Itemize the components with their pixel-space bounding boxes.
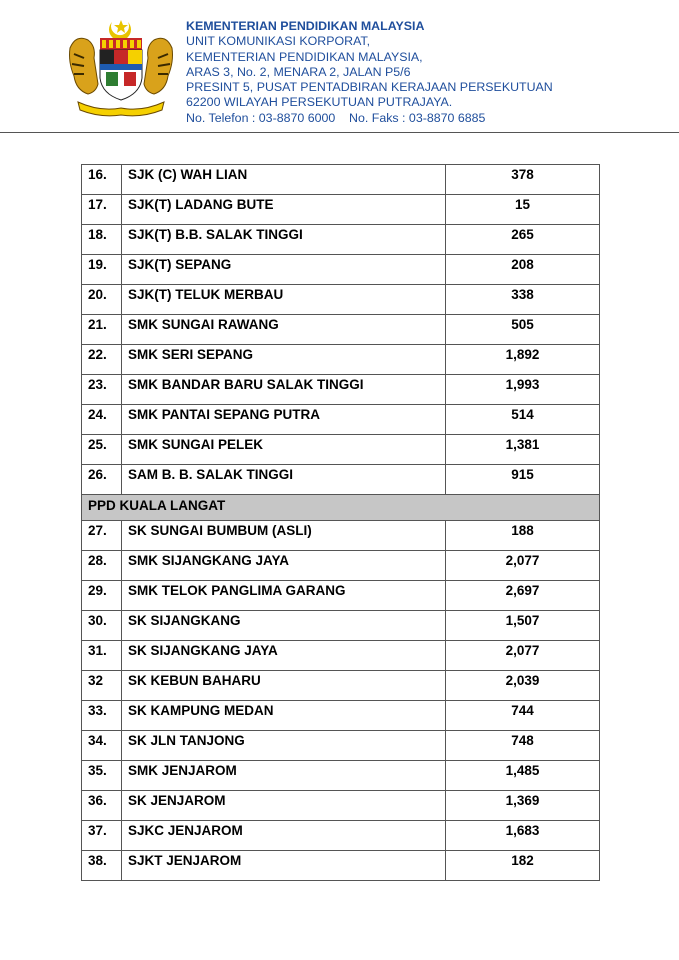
row-value: 744 xyxy=(446,701,600,731)
row-number: 19. xyxy=(82,255,122,285)
table-row xyxy=(82,851,600,881)
table-row xyxy=(82,255,600,285)
table-row xyxy=(82,701,600,731)
school-name: SK JENJAROM xyxy=(122,791,446,821)
row-number: 27. xyxy=(82,521,122,551)
table-row xyxy=(82,581,600,611)
row-value: 182 xyxy=(446,851,600,881)
row-number: 28. xyxy=(82,551,122,581)
row-number: 16. xyxy=(82,165,122,195)
row-value: 2,697 xyxy=(446,581,600,611)
table-row xyxy=(82,761,600,791)
row-value: 514 xyxy=(446,405,600,435)
school-name: SJKT JENJAROM xyxy=(122,851,446,881)
letterhead-divider xyxy=(0,132,679,133)
row-number: 22. xyxy=(82,345,122,375)
row-value: 915 xyxy=(446,465,600,495)
school-name: SJK(T) SEPANG xyxy=(122,255,446,285)
row-value: 378 xyxy=(446,165,600,195)
row-value: 208 xyxy=(446,255,600,285)
table-row xyxy=(82,671,600,701)
table-row xyxy=(82,641,600,671)
school-name: SK SUNGAI BUMBUM (ASLI) xyxy=(122,521,446,551)
school-name: SMK BANDAR BARU SALAK TINGGI xyxy=(122,375,446,405)
row-value: 15 xyxy=(446,195,600,225)
row-value: 1,485 xyxy=(446,761,600,791)
section-label: PPD KUALA LANGAT xyxy=(82,495,600,521)
school-name: SJK(T) TELUK MERBAU xyxy=(122,285,446,315)
school-name: SK SIJANGKANG JAYA xyxy=(122,641,446,671)
row-number: 36. xyxy=(82,791,122,821)
school-name: SJK(T) LADANG BUTE xyxy=(122,195,446,225)
row-value: 1,369 xyxy=(446,791,600,821)
school-name: SMK SERI SEPANG xyxy=(122,345,446,375)
school-name: SK JLN TANJONG xyxy=(122,731,446,761)
school-list-table xyxy=(81,164,600,881)
contact-line: No. Telefon : 03-8870 6000 No. Faks : 03-8870 6885 xyxy=(186,110,486,125)
table-row xyxy=(82,315,600,345)
table-row xyxy=(82,195,600,225)
school-name: SMK TELOK PANGLIMA GARANG xyxy=(122,581,446,611)
table-row xyxy=(82,551,600,581)
table-row xyxy=(82,731,600,761)
row-number: 35. xyxy=(82,761,122,791)
table-row xyxy=(82,225,600,255)
school-name: SJK(T) B.B. SALAK TINGGI xyxy=(122,225,446,255)
row-number: 24. xyxy=(82,405,122,435)
address-line: KEMENTERIAN PENDIDIKAN MALAYSIA, xyxy=(186,49,423,64)
school-name: SK SIJANGKANG xyxy=(122,611,446,641)
school-name: SMK PANTAI SEPANG PUTRA xyxy=(122,405,446,435)
row-value: 265 xyxy=(446,225,600,255)
row-number: 34. xyxy=(82,731,122,761)
row-number: 30. xyxy=(82,611,122,641)
school-name: SK KAMPUNG MEDAN xyxy=(122,701,446,731)
table-row xyxy=(82,345,600,375)
school-name: SK KEBUN BAHARU xyxy=(122,671,446,701)
table-row xyxy=(82,521,600,551)
school-name: SJK (C) WAH LIAN xyxy=(122,165,446,195)
table-row xyxy=(82,405,600,435)
row-value: 1,993 xyxy=(446,375,600,405)
table-row xyxy=(82,285,600,315)
row-number: 31. xyxy=(82,641,122,671)
row-value: 338 xyxy=(446,285,600,315)
table-row xyxy=(82,465,600,495)
row-number: 38. xyxy=(82,851,122,881)
row-number: 21. xyxy=(82,315,122,345)
table-row xyxy=(82,821,600,851)
row-number: 26. xyxy=(82,465,122,495)
row-value: 188 xyxy=(446,521,600,551)
school-name: SMK JENJAROM xyxy=(122,761,446,791)
row-number: 17. xyxy=(82,195,122,225)
row-value: 2,077 xyxy=(446,551,600,581)
ministry-name: KEMENTERIAN PENDIDIKAN MALAYSIA xyxy=(186,19,425,33)
row-number: 20. xyxy=(82,285,122,315)
letterhead-address xyxy=(186,19,553,126)
row-number: 37. xyxy=(82,821,122,851)
row-value: 1,507 xyxy=(446,611,600,641)
row-number: 25. xyxy=(82,435,122,465)
row-value: 2,039 xyxy=(446,671,600,701)
table-row xyxy=(82,165,600,195)
letterhead xyxy=(0,0,679,135)
malaysia-coat-of-arms-icon xyxy=(62,18,180,118)
table-row xyxy=(82,611,600,641)
row-number: 32 xyxy=(82,671,122,701)
row-value: 1,381 xyxy=(446,435,600,465)
school-name: SJKC JENJAROM xyxy=(122,821,446,851)
school-name: SAM B. B. SALAK TINGGI xyxy=(122,465,446,495)
row-number: 23. xyxy=(82,375,122,405)
section-header-row xyxy=(82,495,600,521)
school-name: SMK SUNGAI RAWANG xyxy=(122,315,446,345)
table-row xyxy=(82,375,600,405)
address-line: ARAS 3, No. 2, MENARA 2, JALAN P5/6 xyxy=(186,64,411,79)
table-row xyxy=(82,791,600,821)
address-line: 62200 WILAYAH PERSEKUTUAN PUTRAJAYA. xyxy=(186,95,453,110)
row-value: 505 xyxy=(446,315,600,345)
address-line: PRESINT 5, PUSAT PENTADBIRAN KERAJAAN PERSEKUTUAN xyxy=(186,80,553,95)
row-value: 1,892 xyxy=(446,345,600,375)
school-name: SMK SUNGAI PELEK xyxy=(122,435,446,465)
row-value: 748 xyxy=(446,731,600,761)
unit-name: UNIT KOMUNIKASI KORPORAT, xyxy=(186,34,371,49)
row-value: 2,077 xyxy=(446,641,600,671)
row-value: 1,683 xyxy=(446,821,600,851)
row-number: 18. xyxy=(82,225,122,255)
table-row xyxy=(82,435,600,465)
row-number: 33. xyxy=(82,701,122,731)
row-number: 29. xyxy=(82,581,122,611)
school-name: SMK SIJANGKANG JAYA xyxy=(122,551,446,581)
